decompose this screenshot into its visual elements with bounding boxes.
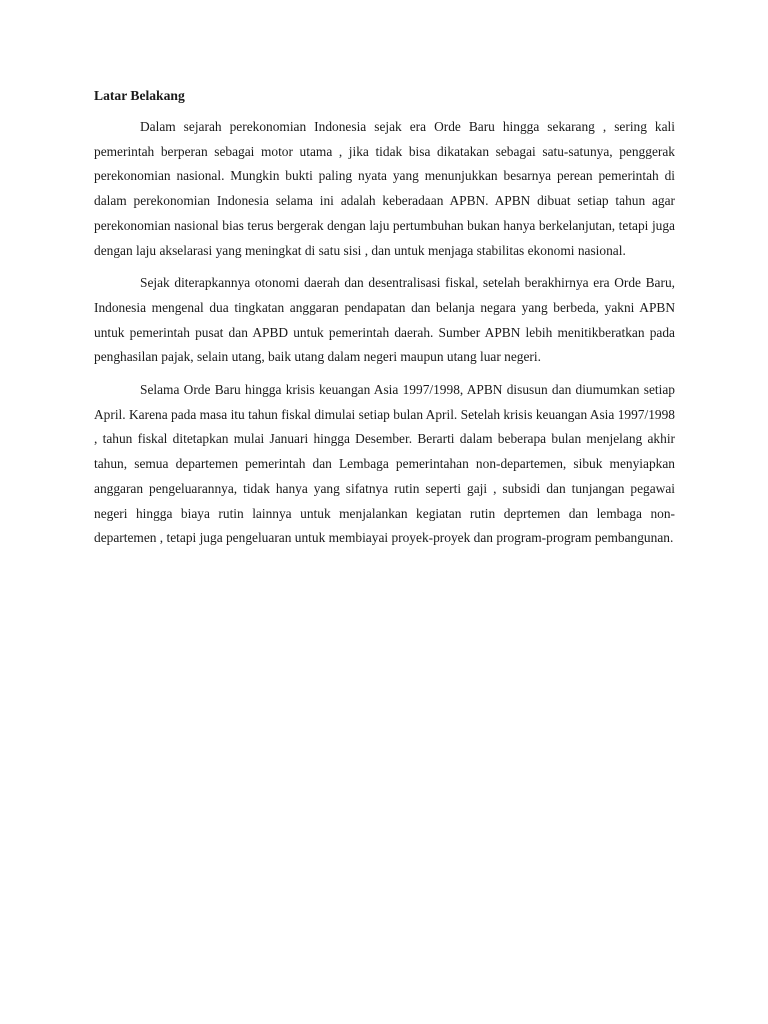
document-body bbox=[94, 86, 675, 559]
section-heading: Latar Belakang bbox=[94, 88, 185, 103]
paragraph-1: Dalam sejarah perekonomian Indonesia sejak era Orde Baru hingga sekarang , sering kali pemerintah berperan sebagai motor utama , jika tidak bisa dikatakan sebagai satu-satunya, penggerak perekonomian nasional. Mungkin bukti paling nyata yang menunjukkan besarnya perean pemerintah di dalam perekonomian Indonesia selama ini adalah keberadaan APBN. APBN dibuat setiap tahun agar perekonomian nasional bias terus bergerak dengan laju pertumbuhan bukan hanya berkelanjutan, tetapi juga dengan laju akselarasi yang meningkat di satu sisi , dan untuk menjaga stabilitas ekonomi nasional. bbox=[94, 119, 675, 258]
paragraph-3: Selama Orde Baru hingga krisis keuangan Asia 1997/1998, APBN disusun dan diumumkan setiap April. Karena pada masa itu tahun fiskal dimulai setiap bulan April. Setelah krisis keuangan Asia 1997/1998 , tahun fiskal ditetapkan mulai Januari hingga Desember. Berarti dalam beberapa bulan menjelang akhir tahun, semua departemen pemerintah dan Lembaga pemerintahan non-departemen, sibuk menyiapkan anggaran pengeluarannya, tidak hanya yang sifatnya rutin seperti gaji , subsidi dan tunjangan pegawai negeri hingga biaya rutin lainnya untuk menjalankan kegiatan rutin deprtemen dan lembaga non-departemen , tetapi juga pengeluaran untuk membiayai proyek-proyek dan program-program pembangunan. bbox=[94, 382, 675, 546]
paragraph-2: Sejak diterapkannya otonomi daerah dan desentralisasi fiskal, setelah berakhirnya era Orde Baru, Indonesia mengenal dua tingkatan anggaran pendapatan dan belanja negara yang berbeda, yakni APBN untuk pemerintah pusat dan APBD untuk pemerintah daerah. Sumber APBN lebih menitikberatkan pada penghasilan pajak, selain utang, baik utang dalam negeri maupun utang luar negeri. bbox=[94, 275, 675, 365]
